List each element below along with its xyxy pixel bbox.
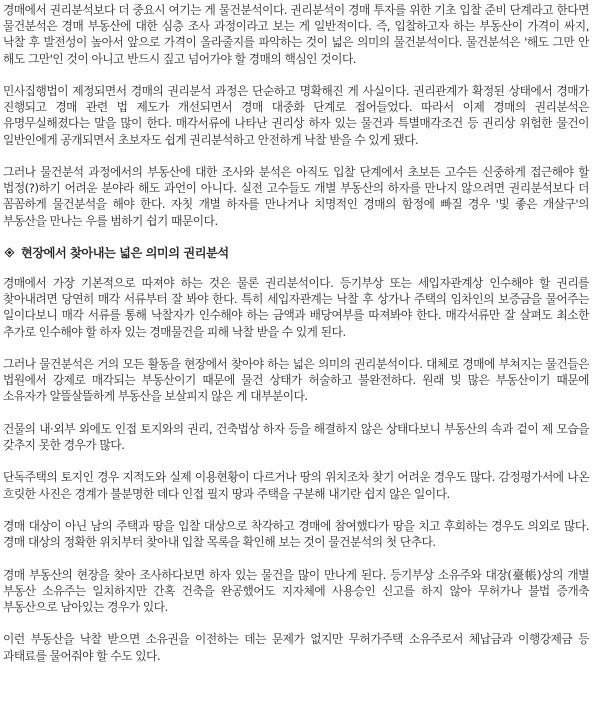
section-heading-text: 현장에서 찾아내는 넓은 의미의 권리분석: [21, 246, 229, 260]
paragraph-intro: 경매에서 권리분석보다 더 중요시 여기는 게 물건분석이다. 권리분석이 경매 투자를 위한 기초 입찰 준비 단계라고 한다면 물건분석은 경매 부동산에 대한 심층 조사 과정이라고 보는 게 일반적이다. 즉, 입찰하고자 하는 부동산이 가격이 싸지, 낙찰 후 발전성이 높아서 앞으로 가격이 올라줄지를 파악하는 것이 넓은 의미의 물건분석이다. 물건분석은 '해도 그만 안 해도 그만'인 것이 아니고 반드시 짚고 넘어가야 할 경매의 핵심인 것이다.: [3, 3, 589, 66]
diamond-bullet-icon: [5, 248, 15, 258]
paragraph-detached-house: 단독주택의 토지인 경우 지적도와 실제 이용현황이 다르거나 땅의 위치조차 찾기 어려운 경우도 많다. 감정평가서에 나온 흐릿한 사진은 경계가 불분명한 데다 인접 필지 땅과 주택을 구분해 내기란 쉽지 않은 일이다.: [3, 470, 589, 501]
section-heading: [3, 245, 589, 261]
paragraph-property-analysis: 그러나 물건분석 과정에서의 부동산에 대한 조사와 분석은 아직도 입찰 단계에서 초보든 고수든 신중하게 접근해야 할 법정(?)하기 어려운 분야라 해도 과언이 아니다. 실전 고수들도 개별 부동산의 하자를 만나지 않으려면 권리분석보다 더 꼼꼼하게 물건분석을 해야 한다. 자칫 개별 하자를 만나거나 치명적인 경매의 함정에 빠질 경우 '빛 좋은 개살구'의 부동산을 만나는 우를 범하기 쉽기 때문이다.: [3, 165, 589, 228]
paragraph-wrong-target: 경매 대상이 아닌 남의 주택과 땅을 입찰 대상으로 착각하고 경매에 참여했다가 땅을 치고 후회하는 경우도 의외로 많다. 경매 대상의 정확한 위치부터 찾아내 입찰 목록을 확인해 보는 것이 물건분석의 첫 단추다.: [3, 518, 589, 550]
paragraph-building-defects: 건물의 내·외부 외에도 인접 토지와의 권리, 건축법상 하자 등을 해결하지 않은 상태다보니 부동산의 속과 겉이 제 모습을 갖추지 못한 경우가 많다.: [3, 421, 589, 452]
paragraph-field-analysis: 그러나 물건분석은 거의 모든 활동을 현장에서 찾아야 하는 넓은 의미의 권리분석이다. 대체로 경매에 부쳐지는 물건들은 법원에서 강제로 매각되는 부동산이기 때문에 물건 상태가 허술하고 불완전하다. 원래 빚 많은 부동산이기 때문에 소유자가 알뜰살뜰하게 부동산을 보살피지 않은 게 대부분이다.: [3, 357, 589, 404]
paragraph-site-inspection: 경매 부동산의 현장을 찾아 조사하다보면 하자 있는 물건을 많이 만나게 된다. 등기부상 소유주와 대장(臺帳)상의 개별 부동산 소유주는 일치하지만 간혹 건축을 완공했어도 지자체에 사용승인 신고를 하지 않아 무허가나 불법 증개축 부동산으로 남아있는 경우가 있다.: [3, 567, 589, 614]
paragraph-basic-rights-analysis: 경매에서 가장 기본적으로 따져야 하는 것은 물론 권리분석이다. 등기부상 또는 세입자관계상 인수해야 할 권리를 찾아내려면 당연히 매각 서류부터 잘 봐야 한다. 특히 세입자관계는 낙찰 후 상가나 주택의 임차인의 보증금을 물어주는 일이다보니 매각 서류를 통해 낙찰자가 인수해야 하는 금액과 배당여부를 따져봐야 한다. 매각서류만 잘 살펴도 최소한 추가로 인수해야 할 하자 있는 경매물건을 피해 낙찰 받을 수 있게 된다.: [3, 276, 589, 339]
paragraph-civil-execution-act: 민사집행법이 제정되면서 경매의 권리분석 과정은 단순하고 명확해진 게 사실이다. 권리관계가 확정된 상태에서 경매가 진행되고 경매 관련 법 제도가 개선되면서 경매 대중화 단계로 접어들었다. 따라서 이제 경매의 권리분석은 유명무실해졌다는 말을 많이 한다. 매각서류에 나타난 권리상 하자 있는 물건과 특별매각조건 등 권리상 위험한 물건이 일반인에게 공개되면서 초보자도 쉽게 권리분석하고 안전하게 낙찰 받을 수 있게 됐다.: [3, 84, 589, 147]
article-body: [3, 2, 589, 680]
paragraph-unlicensed-house: 이런 부동산을 낙찰 받으면 소유권을 이전하는 데는 문제가 없지만 무허가주택 소유주로서 체납금과 이행강제금 등 과태료를 물어줘야 할 수도 있다.: [3, 632, 589, 663]
